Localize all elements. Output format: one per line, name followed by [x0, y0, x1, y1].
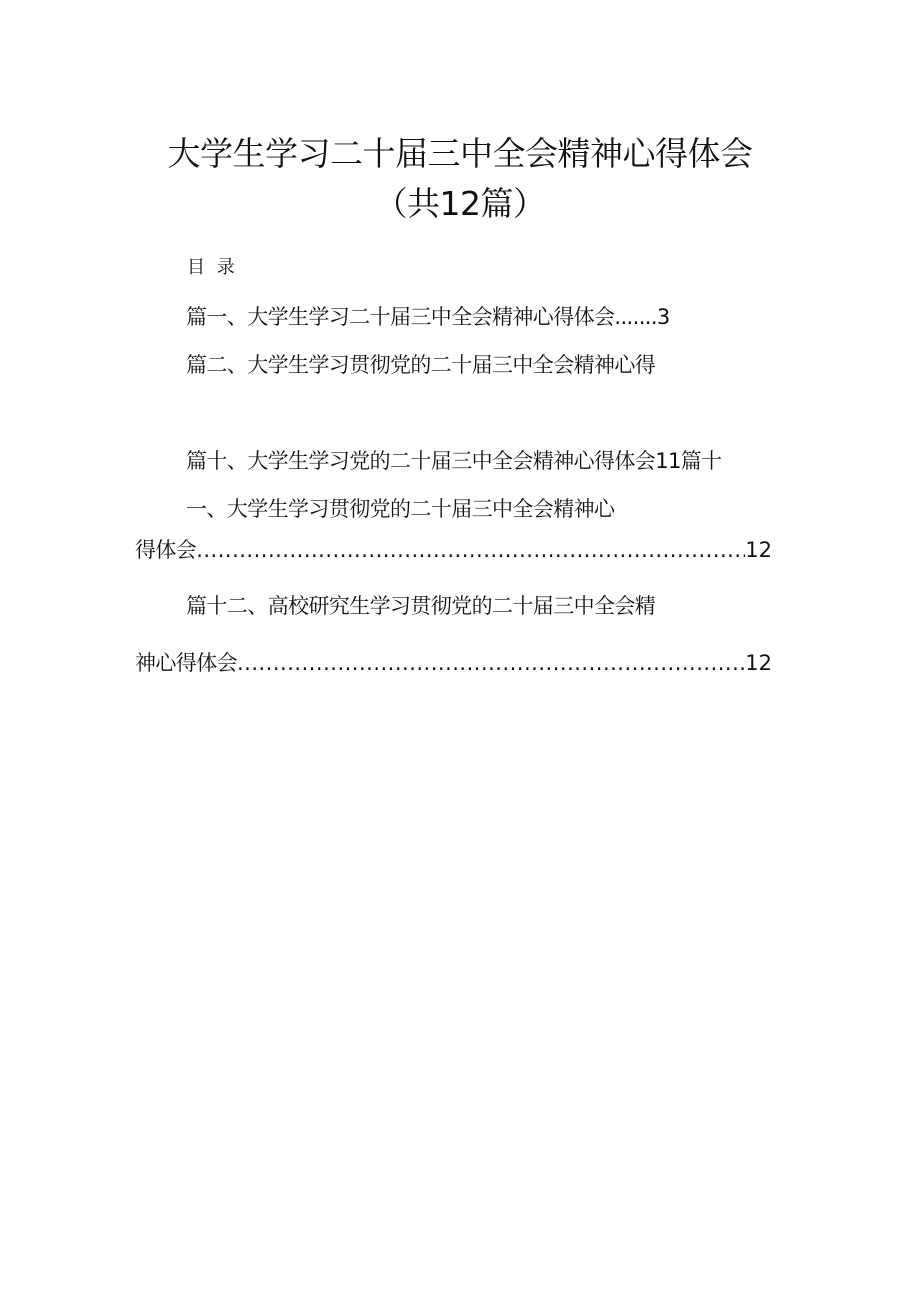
toc-entry[interactable] — [186, 350, 655, 380]
document-subtitle: （共12篇） — [374, 184, 546, 223]
toc-heading: 目 录 — [187, 257, 238, 278]
toc-entry-text: 得体会 — [135, 538, 197, 562]
toc-entry-text: 篇二、大学生学习贯彻党的二十届三中全会精神心得 — [186, 353, 656, 377]
dot-leader — [196, 535, 745, 565]
toc-entry[interactable] — [186, 302, 670, 332]
toc-entry-text: 篇十二、高校研究生学习贯彻党的二十届三中全会精 — [186, 594, 656, 618]
dot-leader — [237, 648, 745, 678]
toc-entry-continued[interactable] — [186, 494, 614, 524]
toc-entry-text: 篇一、大学生学习二十届三中全会精神心得体会.......3 — [186, 305, 670, 329]
toc-entry[interactable] — [186, 591, 655, 621]
toc-entry-text: 一、大学生学习贯彻党的二十届三中全会精神心 — [186, 497, 615, 521]
document-title: 大学生学习二十届三中全会精神心得体会 — [167, 134, 753, 173]
toc-entry-with-page[interactable] — [135, 648, 772, 678]
toc-entry[interactable] — [186, 446, 722, 476]
toc-page-number: 12 — [745, 538, 772, 562]
toc-page-number: 12 — [745, 651, 772, 675]
toc-entry-with-page[interactable] — [135, 535, 772, 565]
toc-entry-text: 篇十、大学生学习党的二十届三中全会精神心得体会11篇十 — [186, 449, 722, 473]
toc-entry-text: 神心得体会 — [135, 651, 237, 675]
